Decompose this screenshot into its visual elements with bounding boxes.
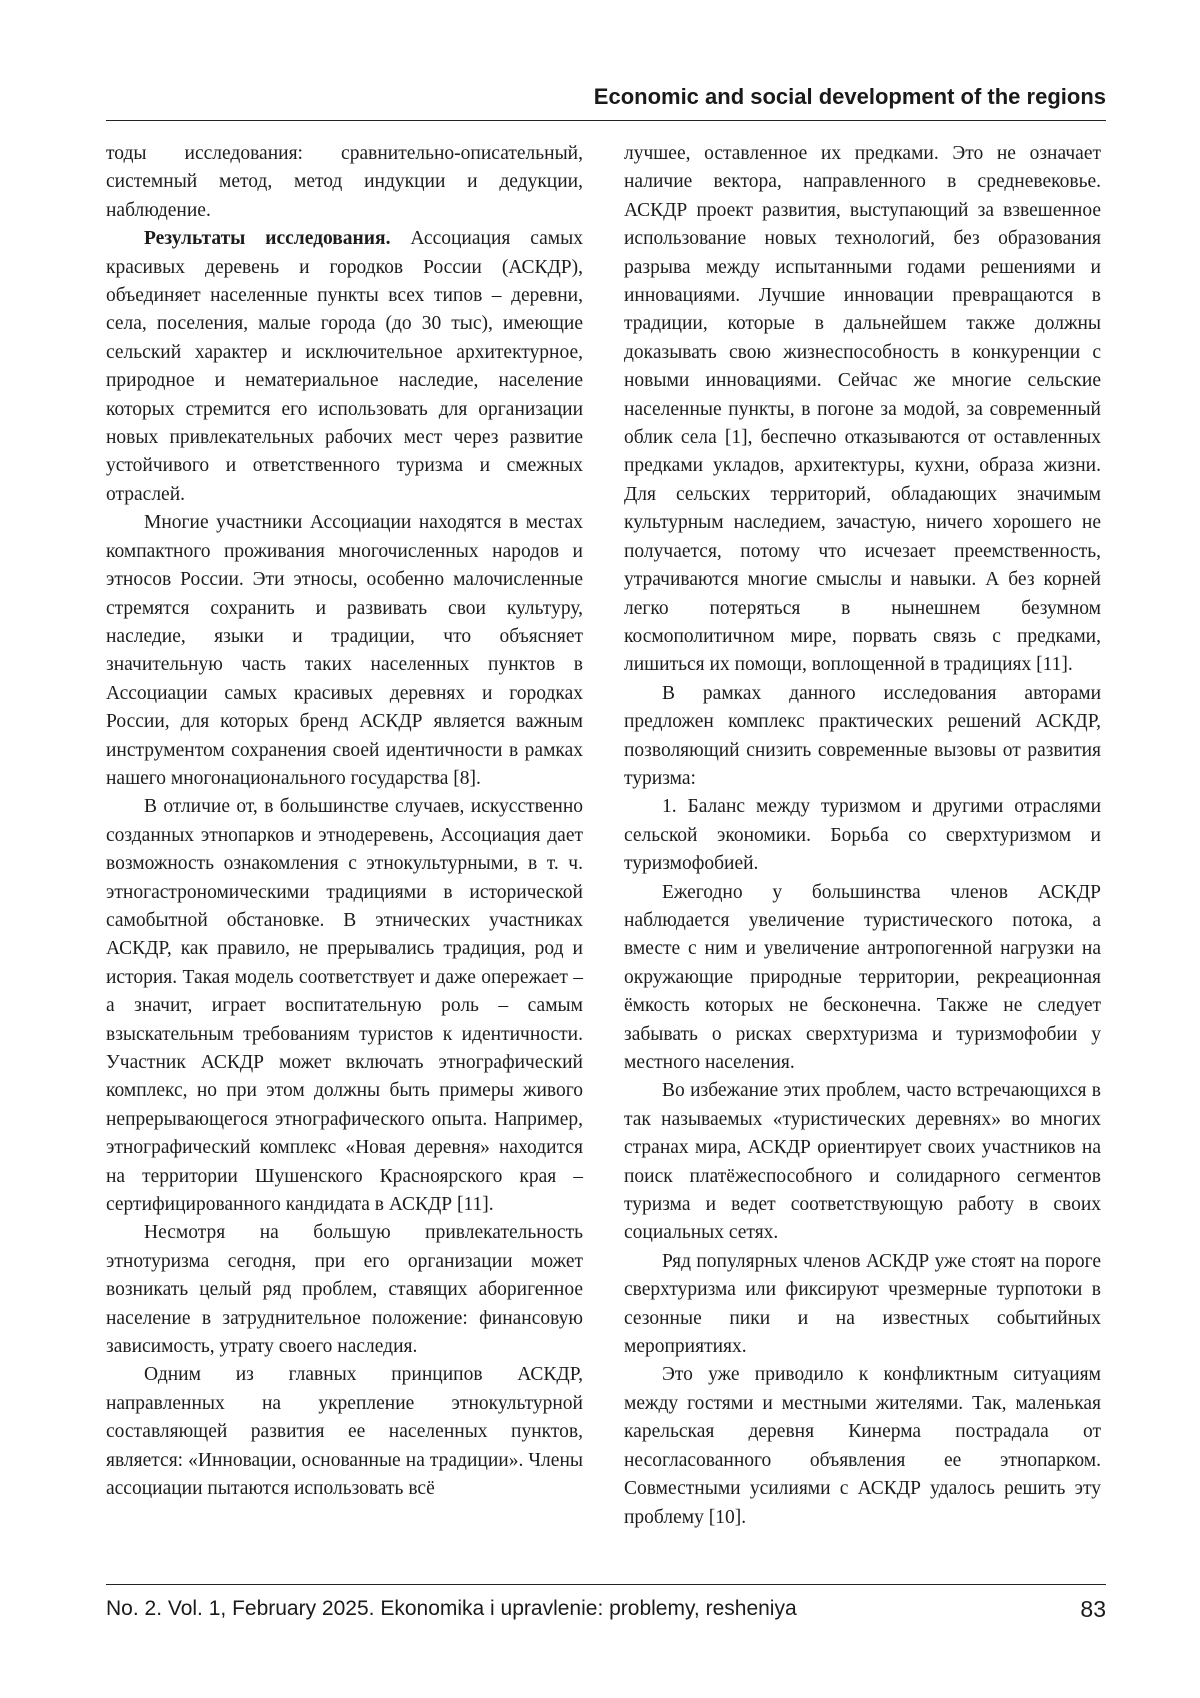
paragraph-ethnotourism-problems: Несмотря на большую привлекательность этнотуризма сегодня, при его организации может возникать целый ряд проблем, ставящих аборигенное население в затруднительное положение: финансовую зависимость, утрату своего наследия. [106,1222,583,1358]
paragraph-ethnoparks: В отличие от, в большинстве случаев, искусственно созданных этнопарков и этнодеревень, Ассоциация дает возможность ознакомления с этнокультурными, в т. ч. этногастрономическими традициями в исторической самобытной обстановке. В этнических участниках АСКДР, как правило, не прерывались традиция, род и история. Такая модель соответствует и даже опережает – а значит, играет воспитательную роль – самым взыскательным требованиям туристов к идентичности. Участник АСКДР может включать этнографический комплекс, но при этом должны быть примеры живого непрерывающегося этнографического опыта. Например, этнографический комплекс «Новая деревня» находится на территории Шушенского Красноярского края – сертифицированного кандидата в АСКДР [11]. [106,796,583,1216]
left-paragraph-continuation: тоды исследования: сравнительно-описательный, системный метод, метод индукции и дедукции, наблюдение. [106,143,583,221]
paragraph-avoid-problems: Во избежание этих проблем, часто встречающихся в так называемых «туристических деревнях» во многих странах мира, АСКДР ориентирует своих участников на поиск платёжеспособного и солидарного сегментов туризма и ведет соответствующую работу в своих социальных сетях. [624,1080,1101,1244]
paragraph-tourist-flow: Ежегодно у большинства членов АСКДР наблюдается увеличение туристического потока, а вместе с ним и увеличение антропогенной нагрузки на окружающие природные территории, рекреационная ёмкость которых не бесконечна. Также не следует забывать о рисках сверхтуризма и туризмофобии у местного населения. [624,881,1101,1073]
right-paragraph-continuation: лучшее, оставленное их предками. Это не означает наличие вектора, направленного в средневековье. АСКДР проект развития, выступающий за взвешенное использование новых технологий, без образования разрыва между испытанными годами решениями и инновациями. Лучшие инновации превращаются в традиции, которые в дальнейшем также должны доказывать свою жизнеспособность в конкуренции с новыми инновациями. Сейчас же многие сельские населенные пункты, в погоне за модой, за современный облик села [1], беспечно отказываются от оставленных предками укладов, архитектуры, кухни, образа жизни. Для сельских территорий, обладающих значимым культурным наследием, зачастую, ничего хорошего не получается, потому что исчезает преемственность, утрачиваются многие смыслы и навыки. А без корней легко потеряться в нынешнем безумном космополитичном мире, порвать связь с предками, лишиться их помощи, воплощенной в традициях [11]. [624,143,1101,676]
results-text: Ассоциация самых красивых деревень и городков России (АСКДР), объединяет населенные пункты всех типов – деревни, села, поселения, малые города (до 30 тыс), имеющие сельский характер и исключительное архитектурное, природное и нематериальное наследие, население которых стремится его использовать для организации новых привлекательных рабочих мест через развитие устойчивого и ответственного туризма и смежных отраслей. [106,228,583,505]
paragraph-innovation-principle: Одним из главных принципов АСКДР, направленных на укрепление этнокультурной составляющей развития ее населенных пунктов, является: «Инновации, основанные на традиции». Члены ассоциации пытаются использовать всё [106,1364,583,1500]
paragraph-solutions-intro: В рамках данного исследования авторами предложен комплекс практических решений АСКДР, позволяющий снизить современные вызовы от развития туризма: [624,682,1101,789]
paragraph-kinerma-conflict: Это уже приводило к конфликтным ситуациям между гостями и местными жителями. Так, маленькая карельская деревня Кинерма пострадала от несогласованного объявления ее этнопарком. Совместными усилиями с АСКДР удалось решить эту проблему [10]. [624,1364,1101,1528]
paragraph-list-item-1: 1. Баланс между туризмом и другими отраслями сельской экономики. Борьба со сверхтуризмом и туризмофобией. [624,796,1101,875]
running-header: Economic and social development of the regions [593,84,1106,109]
page-number: 83 [1080,1596,1106,1622]
paragraph-ethnic-participants: Многие участники Ассоциации находятся в местах компактного проживания многочисленных народов и этносов России. Эти этносы, особенно малочисленные стремятся сохранить и развивать свои культуру, наследие, языки и традиции, что объясняет значительную часть таких населенных пунктов в Ассоциации самых красивых деревнях и городках России, для которых бренд АСКДР является важным инструментом сохранения своей идентичности в рамках нашего многонационального государства [8]. [106,512,583,789]
left-column [106,140,583,1504]
results-paragraph [106,225,583,509]
footer-journal-citation: No. 2. Vol. 1, February 2025. Ekonomika i upravlenie: problemy, resheniya [106,1597,797,1620]
paragraph-overtourism: Ряд популярных членов АСКДР уже стоят на пороге сверхтуризма или фиксируют чрезмерные турпотоки в сезонные пики и на известных событийных мероприятиях. [624,1250,1101,1358]
right-column [624,140,1101,1532]
results-heading: Результаты исследования. [144,228,391,250]
header-rule [106,120,1106,121]
footer-rule [106,1584,1106,1585]
